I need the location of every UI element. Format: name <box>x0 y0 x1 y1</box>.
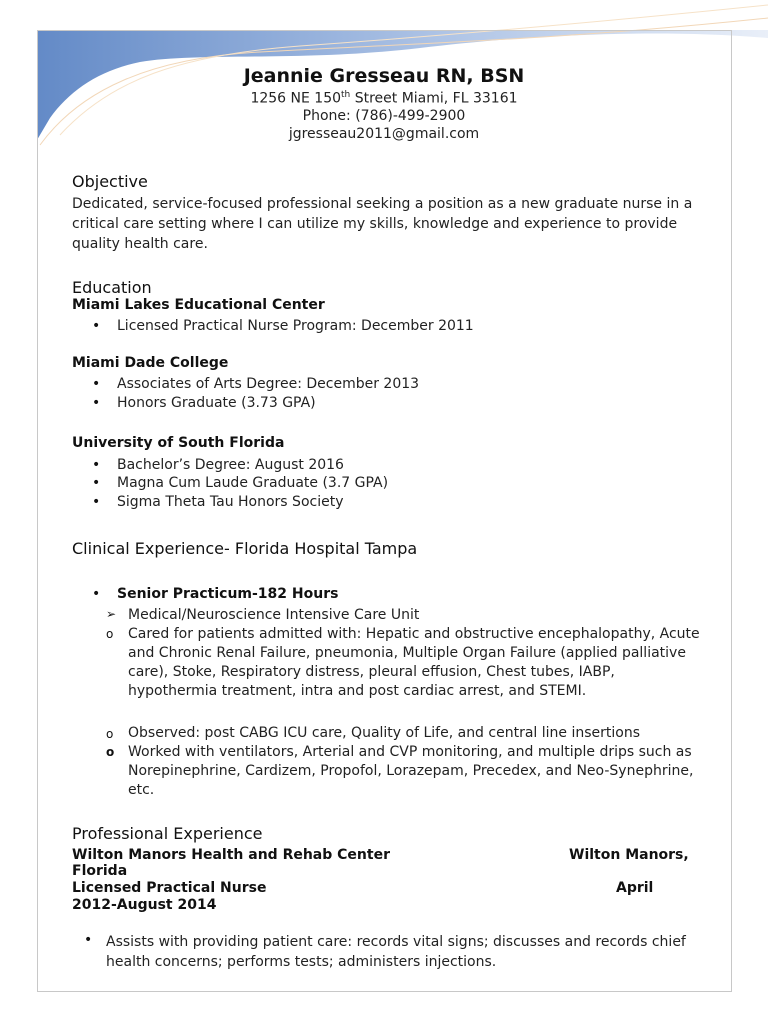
job-duty-text: Assists with providing patient care: records vital signs; discusses and records chief health concerns; performs tests; administers injections. <box>106 934 686 970</box>
arrow-bullet-icon: ➢ <box>106 607 117 621</box>
education-item: Sigma Theta Tau Honors Society <box>117 494 344 510</box>
circle-bullet-icon: o <box>106 627 114 641</box>
bullet-icon: • <box>92 318 101 334</box>
bullet-icon: • <box>92 475 101 491</box>
practicum-title: Senior Practicum-182 Hours <box>117 586 339 602</box>
objective-text: Dedicated, service-focused professional seeking a position as a new graduate nurse in a critical care setting where I can utilize my skills, knowledge and experience to provide quality health care. <box>72 196 693 252</box>
bullet-icon: • <box>92 376 101 392</box>
employer-location-cont: Florida <box>72 863 128 879</box>
unit-name: Medical/Neuroscience Intensive Care Unit <box>128 607 420 623</box>
education-item: Honors Graduate (3.73 GPA) <box>117 395 316 411</box>
school-name: Miami Dade College <box>72 355 229 371</box>
education-item: Associates of Arts Degree: December 2013 <box>117 376 420 392</box>
job-dates: April <box>616 880 654 896</box>
education-heading: Education <box>72 278 152 297</box>
job-title: Licensed Practical Nurse <box>72 880 267 896</box>
bullet-icon: • <box>92 494 101 510</box>
bullet-icon: • <box>84 932 93 948</box>
bullet-icon: • <box>92 586 101 602</box>
education-item: Licensed Practical Nurse Program: December 2011 <box>117 318 474 334</box>
employer-name: Wilton Manors Health and Rehab Center <box>72 847 390 863</box>
candidate-name: Jeannie Gresseau RN, BSN <box>243 65 525 87</box>
bullet-icon: • <box>92 457 101 473</box>
school-name: Miami Lakes Educational Center <box>72 297 325 313</box>
clinical-heading: Clinical Experience- Florida Hospital Tampa <box>72 539 418 558</box>
phone-line: Phone: (786)-499-2900 <box>302 108 466 124</box>
education-item: Bachelor’s Degree: August 2016 <box>117 457 344 473</box>
professional-heading: Professional Experience <box>72 824 263 843</box>
email-line: jgresseau2011@gmail.com <box>288 126 480 142</box>
employer-location: Wilton Manors, <box>569 847 689 863</box>
address-line: 1256 NE 150th Street Miami, FL 33161 <box>250 90 518 107</box>
circle-bullet-icon: o <box>106 745 115 759</box>
bullet-icon: • <box>92 395 101 411</box>
observed-text: Observed: post CABG ICU care, Quality of Life, and central line insertions <box>128 725 640 741</box>
circle-bullet-icon: o <box>106 727 114 741</box>
school-name: University of South Florida <box>72 435 285 451</box>
education-item: Magna Cum Laude Graduate (3.7 GPA) <box>117 475 389 491</box>
cared-for-text: Cared for patients admitted with: Hepatic and obstructive encephalopathy, Acute and Chronic Renal Failure, pneumonia, Multiple Organ Failure (applied palliative care), Stoke, Respiratory distress, pleural effusion, Chest tubes, IABP, hypothermia treatment, intra and post cardiac arrest, and STEMI. <box>128 626 700 699</box>
worked-with-text: Worked with ventilators, Arterial and CVP monitoring, and multiple drips such as Norepinephrine, Cardizem, Propofol, Lorazepam, Precedex, and Neo-Synephrine, etc. <box>128 744 694 798</box>
objective-heading: Objective <box>72 172 148 191</box>
job-dates-cont: 2012-August 2014 <box>72 897 217 913</box>
